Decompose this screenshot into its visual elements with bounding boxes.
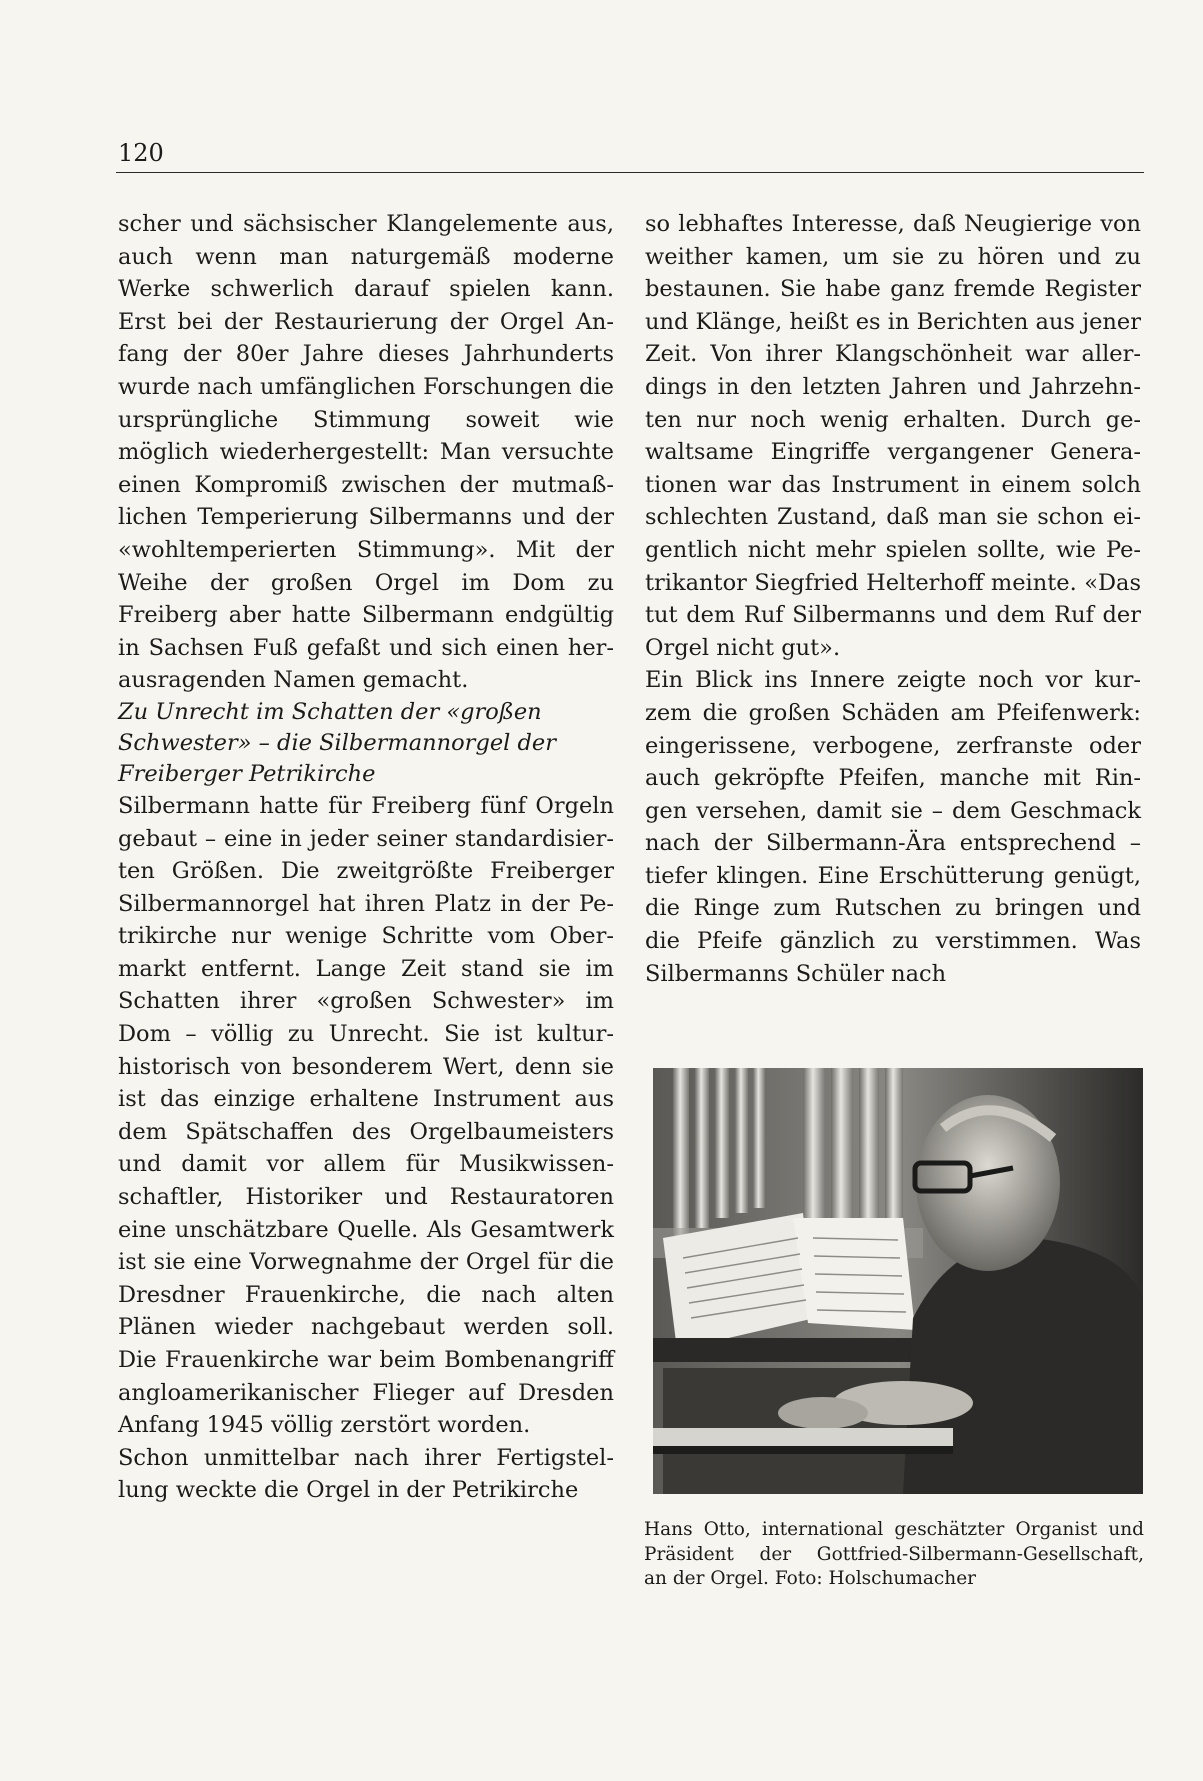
caption-line-2: Präsident der Gottfried-Silbermann-Gesellschaft, [644, 1543, 1144, 1565]
paragraph-interesse: so lebhaftes Interesse, daß Neugierige von weither kamen, um sie zu hören und zu bestaunen. Sie habe ganz fremde Register und Klänge, heißt es in Berichten aus jener Zeit. Von ihrer Klangschönheit war allerdings in den letzten Jahren und Jahrzehnten nur noch wenig erhalten. Durch gewaltsame Eingriffe vergangener Generationen war das Instrument in einem solch schlechten Zustand, daß man sie schon eigentlich nicht mehr spielen sollte, wie Petrikantor Siegfried Helterhoff meinte. «Das tut dem Ruf Silbermanns und dem Ruf der Orgel nicht gut». [645, 211, 1141, 661]
paragraph-silbermann-orgeln: Silbermann hatte für Freiberg fünf Orgeln gebaut – eine in jeder seiner standardisierten Größen. Die zweitgrößte Freiberger Silbermannorgel hat ihren Platz in der Petrikirche nur wenige Schritte vom Obermarkt entfernt. Lange Zeit stand sie im Schatten ihrer «großen Schwester» im Dom – völlig zu Unrecht. Sie ist kulturhistorisch von besonderem Wert, denn sie ist das einzige erhaltene Instrument aus dem Spätschaffen des Orgelbaumeisters und damit vor allem für Musikwissenschaftler, Historiker und Restauratoren eine unschätzbare Quelle. Als Gesamtwerk ist sie eine Vorwegnahme der Orgel für die Dresdner Frauenkirche, die nach alten Plänen wieder nachgebaut werden soll. Die Frauenkirche war beim Bombenangriff angloamerikanischer Flieger auf Dresden Anfang 1945 völlig zerstört worden. [118, 792, 614, 1439]
section-heading: Zu Unrecht im Schatten der «großen Schwester» – die Silbermannorgel der Freiberger Petrikirche [118, 698, 556, 787]
photo-caption [644, 1518, 1144, 1592]
left-column [118, 208, 614, 1507]
header-rule [116, 172, 1144, 173]
right-column [645, 208, 1141, 990]
organ-keyboard [653, 1428, 953, 1454]
organ-scene-illustration [653, 1068, 1143, 1494]
paragraph-pfeifenwerk: Ein Blick ins Innere zeigte noch vor kurzem die großen Schäden am Pfeifenwerk: eingerissene, verbogene, zerfranste oder auch gekröpfte Pfeifen, manche mit Ringen versehen, damit sie – dem Geschmack nach der Silbermann-Ära entsprechend – tiefer klingen. Eine Erschütterung genügt, die Ringe zum Rutschen zu bringen und die Pfeife gänzlich zu verstimmen. Was Silbermanns Schüler nach [645, 667, 1141, 987]
page-number: 120 [118, 139, 164, 167]
paragraph-continuation: scher und sächsischer Klangelemente aus, auch wenn man naturgemäß moderne Werke schwerlich darauf spielen kann. Erst bei der Restaurierung der Orgel Anfang der 80er Jahre dieses Jahrhunderts wurde nach umfänglichen Forschungen die ursprüngliche Stimmung soweit wie möglich wiederhergestellt: Man versuchte einen Kompromiß zwischen der mutmaßlichen Temperierung Silbermanns und der «wohltemperierten Stimmung». Mit der Weihe der großen Orgel im Dom zu Freiberg aber hatte Silbermann endgültig in Sachsen Fuß gefaßt und sich einen herausragenden Namen gemacht. [118, 211, 614, 694]
paragraph-fertigstellung: Schon unmittelbar nach ihrer Fertigstellung weckte die Orgel in der Petrikirche [118, 1444, 614, 1504]
caption-line-1: Hans Otto, international geschätzter Organist und [644, 1519, 1144, 1540]
caption-line-3: an der Orgel. Foto: Holschumacher [644, 1568, 976, 1589]
organist-photo [653, 1068, 1143, 1494]
